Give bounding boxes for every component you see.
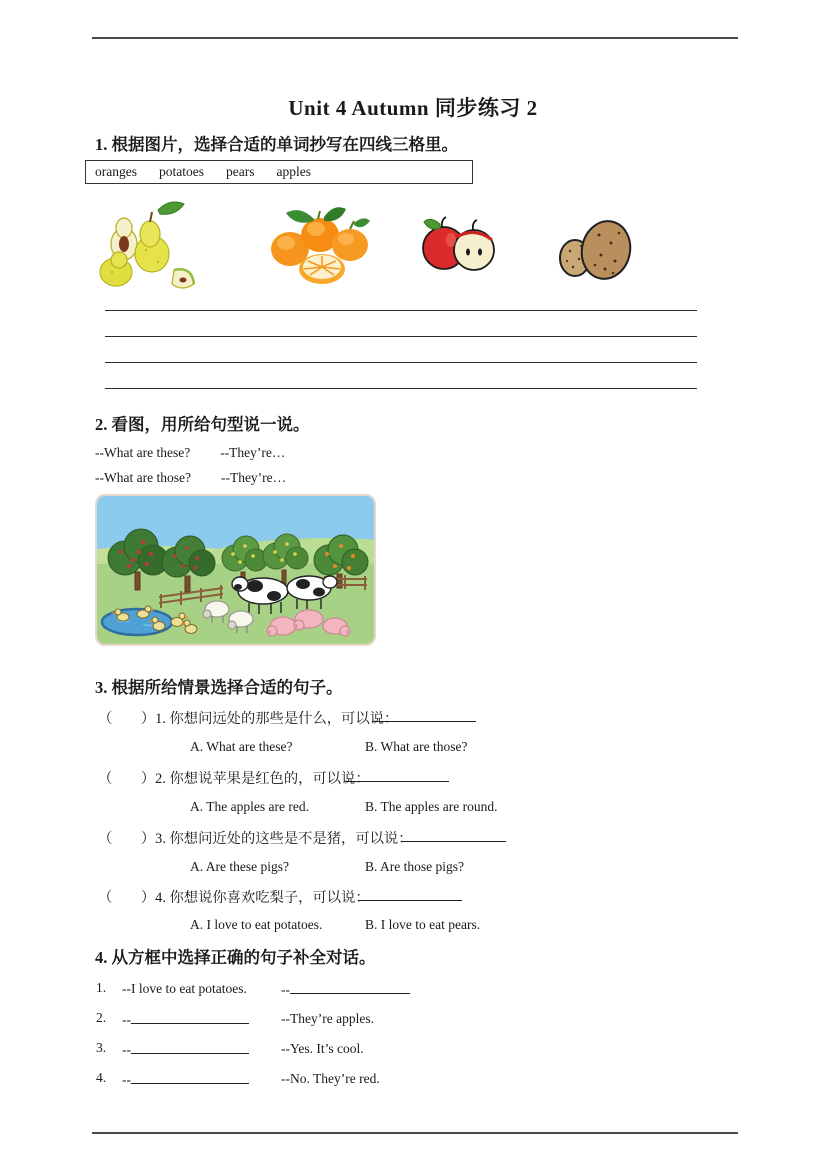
section1-heading: 1. 根据图片，选择合适的单词抄写在四线三格里。: [95, 135, 458, 154]
dialogue-right: --They’re apples.: [281, 1011, 374, 1026]
row-number: 4.: [96, 1070, 107, 1085]
section2-heading: 2. 看图，用所给句型说一说。: [95, 415, 310, 434]
apples-image: [418, 210, 500, 278]
answer-blank: [131, 1070, 249, 1084]
answer-blank: [290, 980, 410, 994]
option-a: A. Are these pigs?: [190, 859, 289, 874]
answer-blank: [402, 828, 506, 842]
word-bank-box: [85, 160, 473, 184]
header-rule: [92, 37, 738, 39]
answer-blank: [372, 708, 476, 722]
question-prompt: （ ）3. 你想问近处的这些是不是猪，可以说：: [98, 831, 413, 847]
option-a: A. What are these?: [190, 739, 293, 754]
option-a: A. I love to eat potatoes.: [190, 917, 323, 932]
dialogue-left: --: [122, 1042, 131, 1057]
sentence-pattern-row: [95, 444, 285, 462]
word-bank-item: apples: [276, 164, 311, 179]
question-prompt: （ ）1. 你想问远处的那些是什么，可以说：: [98, 711, 399, 727]
row-number: 2.: [96, 1010, 107, 1025]
writing-line: [105, 336, 697, 337]
dialogue-left: --: [122, 1072, 131, 1087]
dialogue-left: --I love to eat potatoes.: [122, 981, 247, 996]
answer-blank: [131, 1040, 249, 1054]
writing-line: [105, 362, 697, 363]
dialogue-right: --No. They’re red.: [281, 1071, 380, 1086]
word-bank-item: oranges: [95, 164, 137, 179]
row-number: 3.: [96, 1040, 107, 1055]
word-bank-item: potatoes: [158, 164, 204, 179]
dialogue-right: --: [281, 982, 290, 997]
farm-scene-image: [95, 494, 376, 646]
sentence-pattern-row: [95, 469, 286, 487]
word-bank-item: pears: [225, 164, 255, 179]
answer-blank: [345, 768, 449, 782]
option-b: B. What are those?: [365, 739, 468, 754]
pear-leaf: [158, 202, 184, 214]
pattern-answer: --They’re…: [220, 470, 287, 485]
option-b: B. I love to eat pears.: [365, 917, 481, 932]
dialogue-right: --Yes. It’s cool.: [281, 1041, 364, 1056]
option-b: B. The apples are round.: [365, 799, 498, 814]
row-number: 1.: [96, 980, 107, 995]
pears-image: [88, 192, 206, 294]
option-b: B. Are those pigs?: [365, 859, 464, 874]
footer-rule: [92, 1132, 738, 1134]
answer-blank: [358, 887, 462, 901]
pattern-answer: --They’re…: [220, 445, 286, 460]
question-prompt: （ ）2. 你想说苹果是红色的，可以说：: [98, 771, 370, 787]
pattern-question: --What are those?: [95, 470, 191, 485]
pattern-question: --What are these?: [95, 445, 191, 460]
dialogue-left: --: [122, 1012, 131, 1027]
writing-line: [105, 310, 697, 311]
page-title: Unit 4 Autumn 同步练习 2: [288, 96, 538, 120]
section4-heading: 4. 从方框中选择正确的句子补全对话。: [95, 948, 376, 967]
potatoes-image: [553, 213, 637, 287]
writing-line: [105, 388, 697, 389]
question-prompt: （ ）4. 你想说你喜欢吃梨子，可以说：: [98, 890, 370, 906]
answer-blank: [131, 1010, 249, 1024]
section3-heading: 3. 根据所给情景选择合适的句子。: [95, 678, 343, 697]
oranges-image: [262, 201, 374, 289]
option-a: A. The apples are red.: [190, 799, 309, 814]
